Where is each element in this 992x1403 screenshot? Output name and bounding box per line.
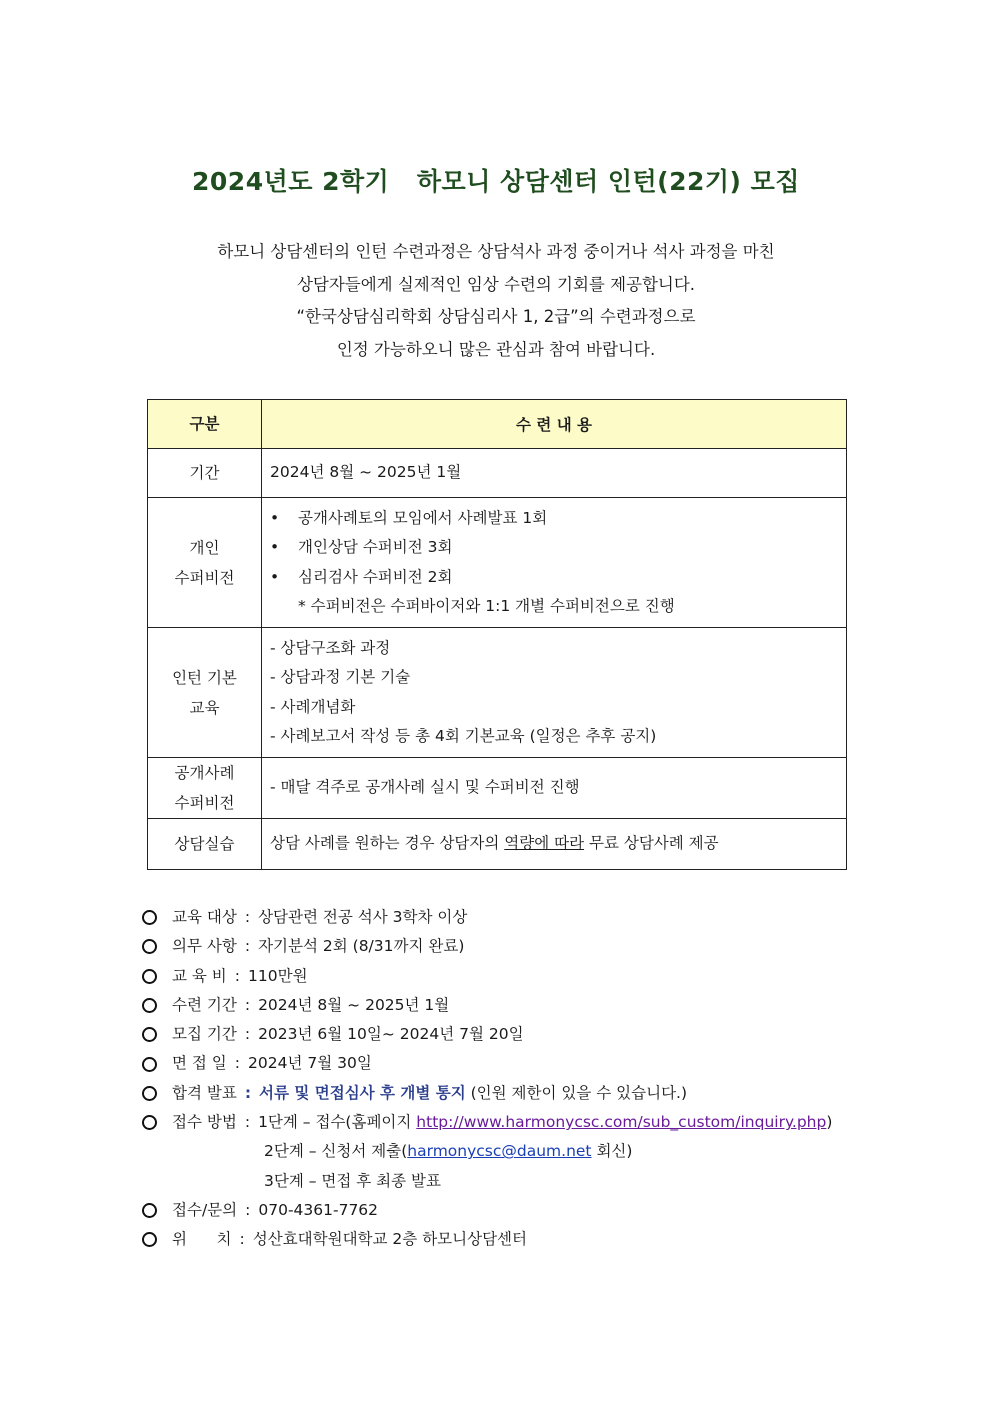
period-label: 기간: [148, 449, 262, 498]
training-table: [147, 399, 847, 870]
table-row-supervision: [148, 498, 847, 628]
circle-bullet-icon: [142, 1203, 157, 1218]
practice-label: 상담실습: [148, 819, 262, 870]
table-header-row: [148, 400, 847, 449]
info-item-apply-step3: [142, 1167, 832, 1196]
practice-text: 무료 상담사례 제공: [584, 834, 719, 853]
list-item-text: 공개사례토의 모임에서 사례발표 1회: [298, 508, 548, 527]
info-list: [142, 903, 832, 1255]
circle-bullet-icon: [142, 998, 157, 1013]
list-item: - 사례개념화: [270, 697, 356, 716]
info-label: 접수/문의: [172, 1200, 238, 1219]
info-value: 상담관련 전공 석사 3학차 이상: [258, 908, 468, 926]
info-label: 위 치: [172, 1230, 232, 1249]
header-content: 수 련 내 용: [262, 400, 847, 449]
list-item-text: 심리검사 수퍼비전 2회: [298, 567, 453, 586]
supervision-label-line: 수퍼비전: [174, 568, 235, 587]
info-item-recruit-period: [142, 1020, 832, 1049]
info-separator: :: [244, 908, 251, 926]
education-label: [148, 628, 262, 758]
practice-value: [262, 819, 847, 870]
apply-step3-text: 3단계 – 면접 후 최종 발표: [264, 1171, 442, 1190]
info-item-target: [142, 903, 832, 932]
info-label: 교육 대상: [172, 908, 237, 926]
info-item-apply-step2: [142, 1137, 832, 1166]
list-item-text: 개인상담 수퍼비전 3회: [298, 538, 453, 556]
info-separator: :: [239, 1230, 245, 1249]
bullet-icon: •: [270, 567, 280, 586]
bullet-icon: •: [270, 538, 280, 556]
education-content: [262, 628, 847, 758]
circle-bullet-icon: [142, 969, 157, 984]
table-row-education: [148, 628, 847, 758]
period-value: 2024년 8월 ~ 2025년 1월: [262, 449, 847, 498]
table-row-practice: [148, 819, 847, 870]
circle-bullet-icon: [142, 1115, 157, 1130]
case-label: [148, 758, 262, 819]
circle-bullet-icon: [142, 910, 157, 925]
info-value: 성산효대학원대학교 2층 하모니상담센터: [252, 1230, 528, 1249]
supervision-label: [148, 498, 262, 628]
supervision-content: [262, 498, 847, 628]
info-item-result: [142, 1079, 832, 1108]
info-label: 합격 발표: [172, 1083, 237, 1102]
info-value: 070-4361-7762: [258, 1200, 379, 1219]
list-item: [270, 504, 846, 534]
intro-line: 상담자들에게 실제적인 임상 수련의 기회를 제공합니다.: [296, 274, 696, 294]
info-label: 의무 사항: [172, 937, 237, 956]
circle-bullet-icon: [142, 1086, 157, 1101]
info-item-location: [142, 1225, 832, 1254]
email-link[interactable]: harmonycsc@daum.net: [407, 1142, 592, 1161]
intro-paragraph: [0, 236, 992, 366]
page-title: 2024년도 2학기 하모니 상담센터 인턴(22기) 모집: [192, 167, 800, 196]
info-label: 면 접 일: [172, 1054, 227, 1073]
apply-step1-text: 1단계 – 접수(홈페이지: [258, 1113, 417, 1132]
info-value: 자기분석 2회 (8/31까지 완료): [258, 937, 465, 956]
info-label: 교 육 비: [172, 966, 227, 985]
header-category: 구분: [148, 400, 262, 449]
info-separator: :: [244, 937, 251, 956]
intro-line: 하모니 상담센터의 인턴 수련과정은 상담석사 과정 중이거나 석사 과정을 마친: [217, 242, 775, 261]
list-item: [270, 533, 846, 563]
info-separator: :: [244, 1083, 252, 1102]
info-item-interview: [142, 1049, 832, 1078]
practice-underlined-text: 역량에 따라: [504, 834, 585, 853]
case-label-line: 공개사례: [174, 764, 235, 782]
bullet-icon: •: [270, 508, 280, 527]
practice-text: 상담 사례를 원하는 경우 상담자의: [270, 834, 505, 853]
info-separator: :: [244, 1113, 251, 1132]
education-label-line: 인턴 기본: [172, 668, 237, 687]
intro-line: “한국상담심리학회 상담심리사 1, 2급”의 수련과정으로: [296, 307, 696, 326]
info-separator: :: [234, 966, 241, 985]
apply-step2-suffix: 회신): [591, 1142, 633, 1161]
table-row-case: [148, 758, 847, 819]
list-item: - 상담구조화 과정: [270, 638, 391, 657]
apply-step1-suffix: ): [826, 1113, 833, 1132]
info-item-training-period: [142, 991, 832, 1020]
circle-bullet-icon: [142, 939, 157, 954]
info-value: 2024년 8월 ~ 2025년 1월: [258, 995, 450, 1014]
circle-bullet-icon: [142, 1232, 157, 1247]
info-separator: :: [244, 1025, 251, 1044]
list-item: - 상담과정 기본 기술: [270, 668, 411, 686]
info-item-contact: [142, 1196, 832, 1225]
info-value: 110만원: [248, 966, 308, 985]
info-item-fee: [142, 962, 832, 991]
circle-bullet-icon: [142, 1027, 157, 1042]
info-item-apply: [142, 1108, 832, 1137]
info-value: 2023년 6월 10일~ 2024년 7월 20일: [258, 1025, 524, 1044]
list-item: [270, 563, 846, 593]
table-row-period: [148, 449, 847, 498]
education-label-line: 교육: [189, 698, 220, 717]
info-separator: :: [244, 995, 251, 1014]
intro-line: 인정 가능하오니 많은 관심과 참여 바랍니다.: [336, 339, 656, 359]
info-separator: :: [234, 1054, 241, 1073]
info-separator: :: [245, 1200, 251, 1219]
info-label: 모집 기간: [172, 1025, 237, 1044]
info-label: 수련 기간: [172, 995, 237, 1014]
info-label: 접수 방법: [172, 1113, 237, 1132]
circle-bullet-icon: [142, 1057, 157, 1072]
case-label-line: 수퍼비전: [174, 794, 235, 812]
info-value-highlight: 서류 및 면접심사 후 개별 통지: [259, 1083, 466, 1102]
info-item-duty: [142, 932, 832, 961]
list-item: - 사례보고서 작성 등 총 4회 기본교육 (일정은 추후 공지): [270, 727, 657, 745]
info-value: 2024년 7월 30일: [248, 1054, 372, 1073]
homepage-link[interactable]: http://www.harmonycsc.com/sub_custom/inquiry.php: [416, 1113, 827, 1132]
info-value-note: (인원 제한이 있을 수 있습니다.): [465, 1083, 688, 1102]
supervision-note: * 수퍼비전은 수퍼바이저와 1:1 개별 수퍼비전으로 진행: [298, 597, 675, 615]
case-value: - 매달 격주로 공개사례 실시 및 수퍼비전 진행: [262, 758, 847, 819]
supervision-label-line: 개인: [189, 538, 220, 557]
apply-step2-text: 2단계 – 신청서 제출(: [264, 1142, 408, 1161]
